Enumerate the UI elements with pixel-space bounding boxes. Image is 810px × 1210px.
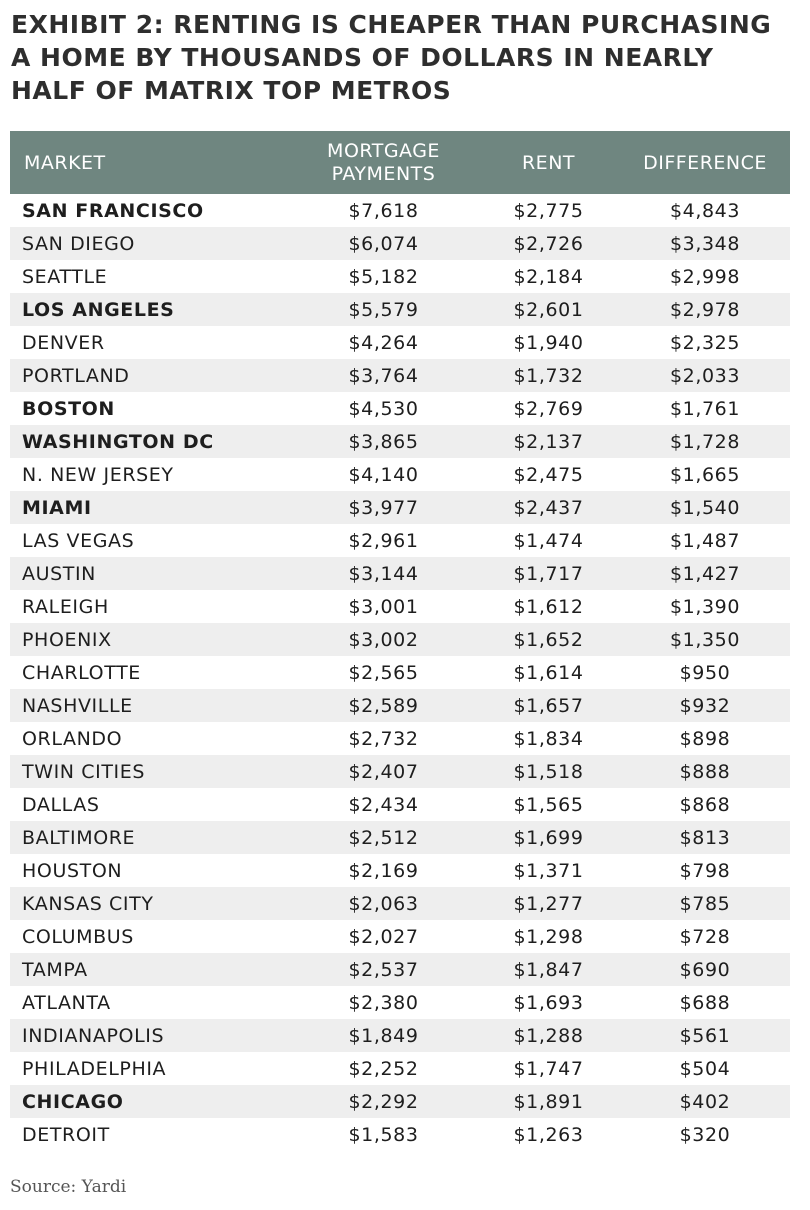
cell-market: SAN FRANCISCO (22, 199, 204, 222)
cell-difference: $1,427 (669, 562, 741, 585)
cell-market: DALLAS (22, 793, 100, 816)
cell-mortgage: $2,252 (348, 1057, 419, 1080)
cell-difference: $1,350 (669, 628, 741, 651)
cell-market: TAMPA (22, 958, 88, 981)
cell-rent: $2,769 (513, 397, 584, 420)
cell-mortgage: $2,732 (348, 727, 419, 750)
table-row (10, 854, 790, 887)
cell-difference: $1,728 (669, 430, 741, 453)
cell-mortgage: $4,530 (348, 397, 419, 420)
cell-mortgage: $2,434 (348, 793, 419, 816)
cell-difference: $898 (679, 727, 731, 750)
cell-rent: $1,614 (513, 661, 584, 684)
table-row (10, 524, 790, 557)
cell-difference: $1,487 (669, 529, 741, 552)
cell-difference: $1,540 (669, 496, 741, 519)
cell-difference: $402 (679, 1090, 731, 1113)
cell-rent: $1,940 (513, 331, 584, 354)
cell-market: KANSAS CITY (22, 892, 154, 915)
cell-rent: $2,475 (513, 463, 584, 486)
cell-rent: $1,263 (513, 1123, 584, 1146)
cell-market: RALEIGH (22, 595, 109, 618)
cell-mortgage: $2,961 (348, 529, 419, 552)
cell-difference: $688 (679, 991, 731, 1014)
cell-rent: $1,565 (513, 793, 584, 816)
cell-mortgage: $3,865 (348, 430, 419, 453)
cell-difference: $561 (679, 1024, 731, 1047)
cell-difference: $798 (679, 859, 731, 882)
cell-difference: $932 (679, 694, 731, 717)
cell-difference: $2,033 (669, 364, 741, 387)
cell-difference: $1,390 (669, 595, 741, 618)
column-header-mortgage-line-2: PAYMENTS (331, 162, 436, 185)
table-row (10, 953, 790, 986)
cell-difference: $504 (679, 1057, 731, 1080)
cell-rent: $2,184 (513, 265, 584, 288)
column-header-mortgage-line-1: MORTGAGE (327, 139, 440, 162)
table-row (10, 755, 790, 788)
cell-market: BALTIMORE (22, 826, 136, 849)
cell-mortgage: $5,182 (348, 265, 419, 288)
cell-difference: $320 (679, 1123, 731, 1146)
cell-market: HOUSTON (22, 859, 123, 882)
cell-market: PHILADELPHIA (22, 1057, 167, 1080)
table-row (10, 788, 790, 821)
cell-rent: $2,601 (513, 298, 584, 321)
table-row (10, 1052, 790, 1085)
table-row (10, 491, 790, 524)
cell-market: WASHINGTON DC (22, 430, 214, 453)
cell-rent: $1,693 (513, 991, 584, 1014)
cell-rent: $1,657 (513, 694, 584, 717)
cell-rent: $2,726 (513, 232, 584, 255)
cell-rent: $1,847 (513, 958, 584, 981)
exhibit-title-line-1: EXHIBIT 2: RENTING IS CHEAPER THAN PURCHASING (11, 10, 772, 39)
cell-rent: $1,732 (513, 364, 584, 387)
cell-rent: $1,474 (513, 529, 584, 552)
cell-mortgage: $2,537 (348, 958, 419, 981)
cell-mortgage: $5,579 (348, 298, 419, 321)
cell-difference: $690 (679, 958, 731, 981)
table-row (10, 920, 790, 953)
table-row (10, 260, 790, 293)
cell-mortgage: $2,380 (348, 991, 419, 1014)
cell-mortgage: $3,001 (348, 595, 419, 618)
cell-market: MIAMI (22, 496, 92, 519)
cell-mortgage: $2,169 (348, 859, 419, 882)
cell-market: CHICAGO (22, 1090, 124, 1113)
exhibit-title-line-2: A HOME BY THOUSANDS OF DOLLARS IN NEARLY (11, 43, 714, 72)
cell-rent: $1,371 (513, 859, 584, 882)
cell-rent: $1,277 (513, 892, 584, 915)
table-row (10, 689, 790, 722)
cell-rent: $2,137 (513, 430, 584, 453)
table-row (10, 1118, 790, 1151)
cell-mortgage: $2,407 (348, 760, 419, 783)
cell-rent: $1,891 (513, 1090, 584, 1113)
cell-market: PHOENIX (22, 628, 112, 651)
cell-mortgage: $3,144 (348, 562, 419, 585)
table-row (10, 590, 790, 623)
table-row (10, 359, 790, 392)
table-row (10, 458, 790, 491)
cell-difference: $728 (679, 925, 731, 948)
cell-difference: $888 (679, 760, 731, 783)
cell-market: SEATTLE (22, 265, 108, 288)
cell-rent: $1,652 (513, 628, 584, 651)
exhibit-title (11, 8, 801, 107)
cell-market: ATLANTA (22, 991, 111, 1014)
cell-rent: $1,288 (513, 1024, 584, 1047)
cell-market: CHARLOTTE (22, 661, 141, 684)
column-header-mortgage-payments (290, 140, 477, 186)
cell-mortgage: $2,063 (348, 892, 419, 915)
cell-rent: $1,699 (513, 826, 584, 849)
table-row (10, 425, 790, 458)
source-note: Source: Yardi (10, 1177, 127, 1197)
table-row (10, 227, 790, 260)
cell-mortgage: $2,292 (348, 1090, 419, 1113)
table-row (10, 392, 790, 425)
cell-mortgage: $7,618 (348, 199, 419, 222)
cell-mortgage: $2,589 (348, 694, 419, 717)
column-header-difference: DIFFERENCE (643, 151, 767, 174)
exhibit-title-line-3: HALF OF MATRIX TOP METROS (11, 76, 452, 105)
cell-rent: $1,747 (513, 1057, 584, 1080)
cell-difference: $868 (679, 793, 731, 816)
cell-mortgage: $6,074 (348, 232, 419, 255)
table-row (10, 986, 790, 1019)
data-table (10, 131, 790, 1151)
cell-difference: $2,325 (669, 331, 741, 354)
table-row (10, 326, 790, 359)
table-row (10, 887, 790, 920)
cell-mortgage: $2,027 (348, 925, 419, 948)
cell-difference: $2,978 (669, 298, 741, 321)
cell-rent: $2,775 (513, 199, 584, 222)
table-row (10, 1085, 790, 1118)
cell-rent: $1,298 (513, 925, 584, 948)
table-row (10, 623, 790, 656)
cell-market: BOSTON (22, 397, 115, 420)
table-row (10, 1019, 790, 1052)
table-row (10, 557, 790, 590)
cell-market: SAN DIEGO (22, 232, 135, 255)
cell-market: NASHVILLE (22, 694, 133, 717)
cell-difference: $3,348 (669, 232, 741, 255)
cell-difference: $785 (679, 892, 731, 915)
cell-difference: $813 (679, 826, 731, 849)
cell-mortgage: $3,002 (348, 628, 419, 651)
cell-market: DETROIT (22, 1123, 110, 1146)
cell-difference: $2,998 (669, 265, 741, 288)
cell-market: AUSTIN (22, 562, 96, 585)
table-body (10, 194, 790, 1151)
cell-market: LOS ANGELES (22, 298, 175, 321)
cell-rent: $1,612 (513, 595, 584, 618)
column-header-rent: RENT (521, 151, 576, 174)
cell-mortgage: $2,565 (348, 661, 419, 684)
cell-rent: $1,834 (513, 727, 584, 750)
cell-market: COLUMBUS (22, 925, 134, 948)
cell-mortgage: $4,140 (348, 463, 419, 486)
cell-rent: $2,437 (513, 496, 584, 519)
table-row (10, 722, 790, 755)
cell-market: N. NEW JERSEY (22, 463, 174, 486)
cell-difference: $4,843 (669, 199, 741, 222)
table-row (10, 194, 790, 227)
cell-rent: $1,717 (513, 562, 584, 585)
cell-market: LAS VEGAS (22, 529, 135, 552)
cell-market: INDIANAPOLIS (22, 1024, 165, 1047)
cell-market: PORTLAND (22, 364, 130, 387)
table-row (10, 821, 790, 854)
cell-difference: $950 (679, 661, 731, 684)
cell-mortgage: $3,977 (348, 496, 419, 519)
cell-market: TWIN CITIES (22, 760, 145, 783)
cell-mortgage: $2,512 (348, 826, 419, 849)
cell-market: ORLANDO (22, 727, 123, 750)
table-row (10, 293, 790, 326)
column-header-market: MARKET (24, 151, 106, 174)
table-header-row (10, 131, 790, 194)
cell-mortgage: $1,583 (348, 1123, 419, 1146)
cell-mortgage: $3,764 (348, 364, 419, 387)
cell-mortgage: $4,264 (348, 331, 419, 354)
table-row (10, 656, 790, 689)
cell-rent: $1,518 (513, 760, 584, 783)
cell-mortgage: $1,849 (348, 1024, 419, 1047)
cell-difference: $1,761 (669, 397, 741, 420)
cell-market: DENVER (22, 331, 105, 354)
cell-difference: $1,665 (669, 463, 741, 486)
